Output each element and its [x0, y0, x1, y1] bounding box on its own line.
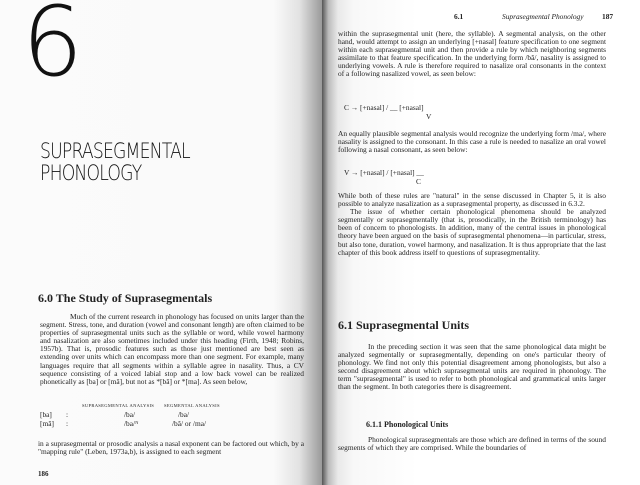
table-header: SUPRASEGMENTAL ANALYSIS	[82, 403, 155, 408]
body-text	[338, 30, 606, 79]
body-text	[38, 440, 304, 456]
body-text	[40, 313, 304, 386]
chapter-title	[40, 140, 190, 184]
cell: :	[66, 419, 69, 428]
paragraph: Phonological suprasegmentals are those which are defined in terms of the sound segments of which they are comprised. While the boundaries of	[338, 435, 606, 453]
body-text	[338, 192, 606, 257]
table-row	[40, 419, 224, 428]
cell: [mã]	[40, 419, 54, 428]
subsection-heading: 6.1.1 Phonological Units	[366, 420, 449, 429]
paragraph: Much of the current research in phonology has focused on units larger than the segment. Stress, tone, and duration (vowel and consonant length) are often claimed to be properties of suprasegmental units such as the syllable or word, while vowel harmony and nasalization are also sometimes included under this heading (Firth, 1948; Robins, 1957b). That is, prosodic features such as those just mentioned are best seen as extending over units which can encompass more than one segment. For example, many languages require that all segments within a syllable agree in nasality. Thus, a CV sequence consisting of a voiced labial stop and a low back vowel can be realized phonetically as [ba] or [mã], but not as *[bã] or *[ma]. As seen below,	[40, 312, 304, 386]
running-header-section: 6.1	[454, 12, 464, 21]
body-text	[338, 130, 606, 154]
chapter-title-line2: PHONOLOGY	[40, 161, 142, 185]
cell: /bã/ or /ma/	[172, 419, 207, 428]
paragraph: An equally plausible segmental analysis would recognize the underlying form /ma/, where nasality is assigned to the consonant. In this case a rule is needed to nasalize an oral vowel following a nasal consonant, as seen below:	[338, 129, 606, 155]
chapter-title-line1: SUPRASEGMENTAL	[40, 139, 190, 163]
rule-text: V → [+nasal] / [+nasal] __	[344, 168, 424, 177]
table-row	[40, 410, 224, 419]
chapter-number: 6	[22, 0, 84, 98]
rule-text: C → [+nasal] / __ [+nasal]	[344, 103, 424, 112]
body-text	[338, 343, 606, 392]
rule-1	[344, 103, 431, 121]
body-text	[338, 436, 606, 452]
analysis-table	[40, 401, 304, 428]
running-header-title: Suprasegmental Phonology	[502, 12, 584, 21]
rule-2	[344, 168, 424, 186]
right-page	[322, 0, 640, 485]
paragraph: In the preceding section it was seen that the same phonological data might be analyzed segmentally or suprasegmentally, depending on one's particular theory of phonology. We find not only this potential disagreement among phonologists, but also a second disagreement about which suprasegmental units are required in phonology. The term "suprasegmental" is used to refer to both phonological and grammatical units larger than the segment. In both categories there is disagreement.	[338, 342, 606, 392]
table-header: SEGMENTAL ANALYSIS	[164, 403, 220, 408]
section-heading: 6.1 Suprasegmental Units	[338, 318, 470, 332]
page-number: 186	[38, 470, 49, 478]
paragraph: The issue of whether certain phonological phenomena should be analyzed segmentally or suprasegmentally (that is, prosodically, in the British terminology) has been of concern to phonologists. In addition, many of the central issues in phonological theory have been argued on the basis of suprasegmental phenomena—in particular, stress, but also tone, duration, vowel harmony, and nasalization. It is thus appropriate that the last chapter of this book address itself to questions of suprasegmentality.	[338, 207, 606, 257]
cell: /ba/ᴺ	[124, 419, 139, 428]
paragraph: in a suprasegmental or prosodic analysis a nasal exponent can be factored out which, by a "mapping rule" (Leben, 1973a,b), is assigned to each segment	[38, 439, 304, 457]
cell: [ba]	[40, 410, 52, 419]
cell: /ba/	[124, 410, 136, 419]
cell: :	[66, 410, 69, 419]
cell: /ba/	[178, 410, 190, 419]
paragraph: within the suprasegmental unit (here, the syllable). A segmental analysis, on the other hand, would attempt to assign an underlying [+nasal] feature specification to one segment within each suprasegmental unit and then provide a rule by which neighboring segments assimilate to that feature specification. In the underlying form /bã/, nasality is assigned to underlying vowels. A rule is therefore required to nasalize oral consonants in the context of a following nasalized vowel, as seen below:	[338, 29, 606, 79]
rule-subscript: C	[416, 177, 421, 186]
rule-subscript: V	[426, 112, 432, 121]
paragraph: While both of these rules are "natural" in the sense discussed in Chapter 5, it is also possible to analyze nasalization as a suprasegmental property, as discussed in 6.3.2.	[338, 191, 606, 209]
section-heading: 6.0 The Study of Suprasegmentals	[38, 291, 213, 305]
page-number: 187	[602, 12, 614, 21]
